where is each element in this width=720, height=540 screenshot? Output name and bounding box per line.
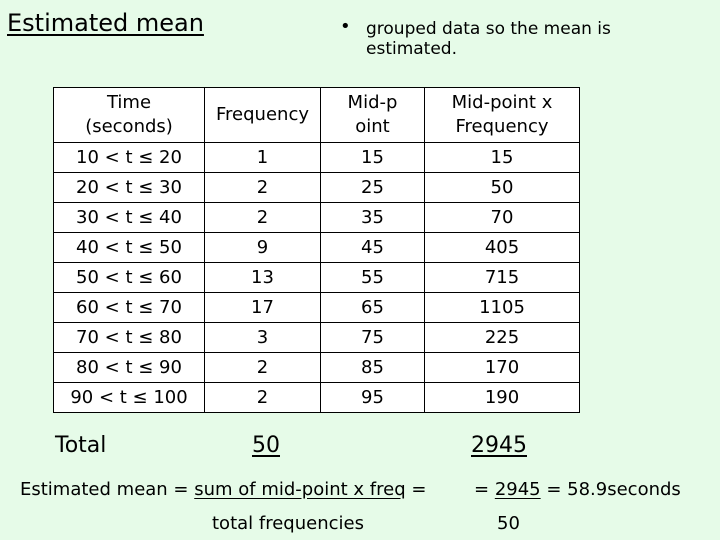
time-cell: 50 < t ≤ 60 [54, 263, 205, 293]
midpoint-cell: 25 [321, 173, 425, 203]
frequency-cell: 2 [205, 203, 321, 233]
time-cell: 70 < t ≤ 80 [54, 323, 205, 353]
header-time: Time (seconds) [54, 88, 205, 143]
table-row [54, 323, 580, 353]
page-title: Estimated mean [7, 9, 204, 37]
midpoint-cell: 95 [321, 383, 425, 413]
time-cell: 30 < t ≤ 40 [54, 203, 205, 233]
formula-prefix: Estimated mean = [20, 479, 195, 500]
table-row [54, 353, 580, 383]
table-header-row [54, 88, 580, 143]
frequency-cell: 1 [205, 143, 321, 173]
product-cell: 715 [425, 263, 580, 293]
header-midpoint: Mid-point [321, 88, 425, 143]
frequency-cell: 3 [205, 323, 321, 353]
result-prefix: = [474, 479, 495, 500]
time-cell: 60 < t ≤ 70 [54, 293, 205, 323]
product-cell: 170 [425, 353, 580, 383]
header-frequency: Frequency [205, 88, 321, 143]
formula-denominator: total frequencies [212, 513, 364, 534]
result-denominator: 50 [497, 513, 520, 534]
formula-numerator: sum of mid-point x freq [194, 479, 406, 500]
product-cell: 1105 [425, 293, 580, 323]
formula-equals: = [405, 479, 427, 500]
frequency-table [53, 87, 580, 413]
midpoint-cell: 65 [321, 293, 425, 323]
table-row [54, 143, 580, 173]
midpoint-cell: 85 [321, 353, 425, 383]
midpoint-cell: 15 [321, 143, 425, 173]
frequency-cell: 13 [205, 263, 321, 293]
frequency-cell: 2 [205, 383, 321, 413]
product-cell: 225 [425, 323, 580, 353]
table-row [54, 293, 580, 323]
table-row [54, 173, 580, 203]
table-row [54, 233, 580, 263]
table-body [54, 143, 580, 413]
total-product: 2945 [471, 433, 527, 458]
total-frequency: 50 [252, 433, 280, 458]
product-cell: 405 [425, 233, 580, 263]
product-cell: 190 [425, 383, 580, 413]
midpoint-cell: 45 [321, 233, 425, 263]
formula-left [20, 479, 426, 501]
result-suffix: = 58.9seconds [540, 479, 681, 500]
result-numerator: 2945 [494, 479, 541, 500]
frequency-cell: 2 [205, 353, 321, 383]
note-text: grouped data so the mean is estimated. [366, 19, 611, 59]
formula-right [474, 479, 681, 501]
time-cell: 80 < t ≤ 90 [54, 353, 205, 383]
bullet-marker: • [340, 16, 351, 37]
product-cell: 70 [425, 203, 580, 233]
time-cell: 20 < t ≤ 30 [54, 173, 205, 203]
table-row [54, 263, 580, 293]
frequency-cell: 9 [205, 233, 321, 263]
frequency-cell: 2 [205, 173, 321, 203]
time-cell: 10 < t ≤ 20 [54, 143, 205, 173]
table-row [54, 203, 580, 233]
midpoint-cell: 35 [321, 203, 425, 233]
product-cell: 50 [425, 173, 580, 203]
table-row [54, 383, 580, 413]
midpoint-cell: 75 [321, 323, 425, 353]
time-cell: 90 < t ≤ 100 [54, 383, 205, 413]
total-label: Total [55, 433, 107, 458]
time-cell: 40 < t ≤ 50 [54, 233, 205, 263]
midpoint-cell: 55 [321, 263, 425, 293]
frequency-cell: 17 [205, 293, 321, 323]
product-cell: 15 [425, 143, 580, 173]
header-midpoint-x-frequency: Mid-point x Frequency [425, 88, 580, 143]
